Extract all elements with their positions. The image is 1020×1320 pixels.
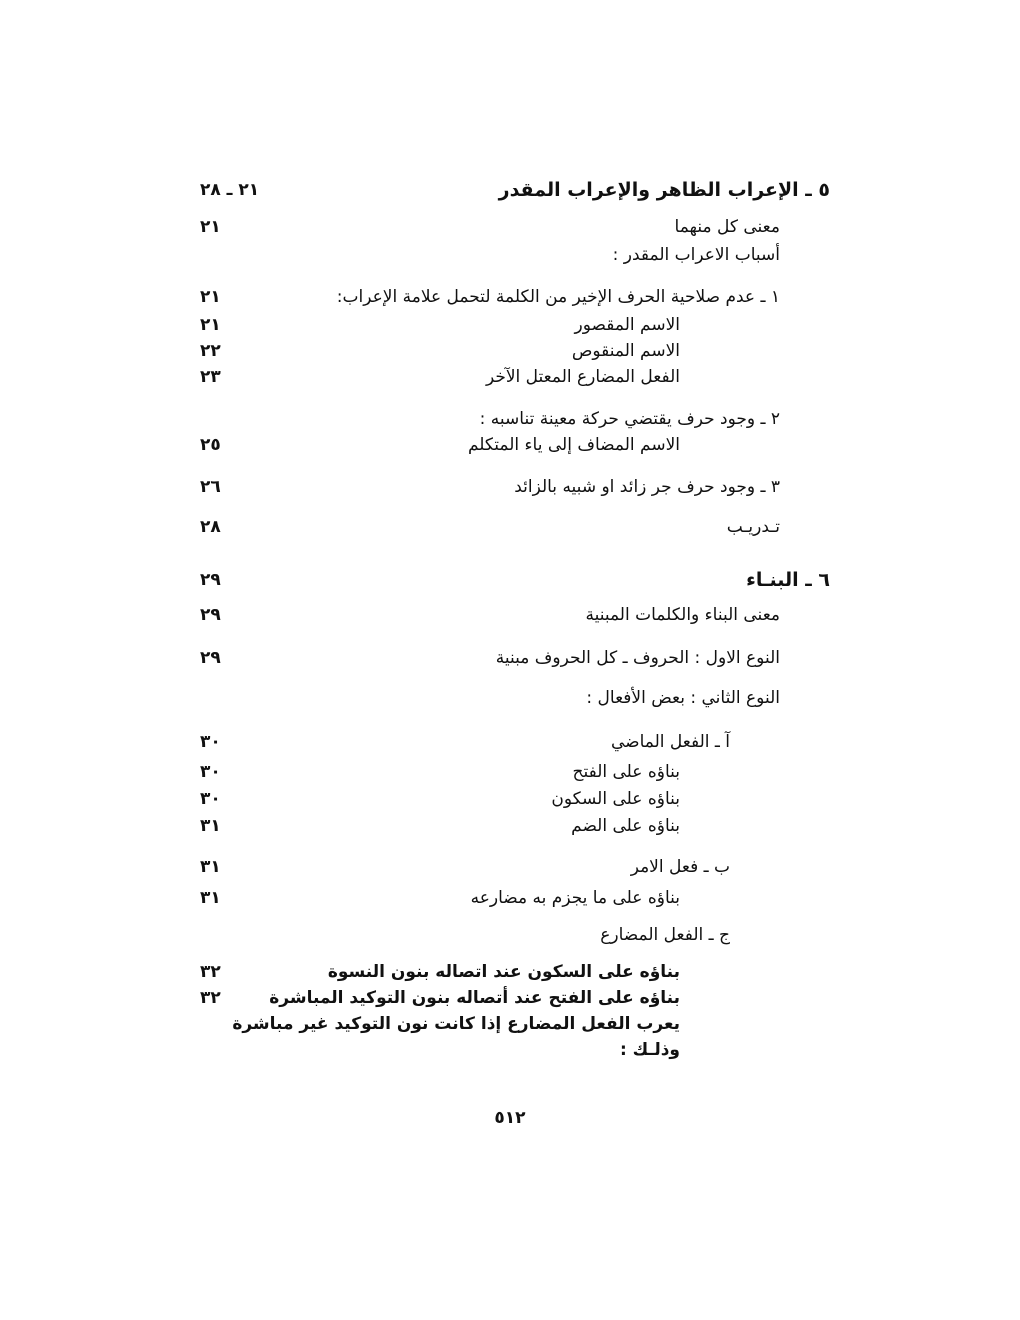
toc-entry xyxy=(200,920,830,950)
toc-page-number: ٣٠ xyxy=(200,732,221,752)
toc-entry xyxy=(200,212,830,242)
toc-entry xyxy=(200,852,830,882)
toc-entry-title: النوع الثاني : بعض الأفعال : xyxy=(586,688,780,708)
toc-page-number: ٢٩ xyxy=(200,605,221,625)
toc-entry-title: تـدريـب xyxy=(726,517,780,537)
toc-entry-title: الفعل المضارع المعتل الآخر xyxy=(485,367,680,387)
toc-entry-title: آ ـ الفعل الماضي xyxy=(610,732,730,752)
toc-page-number: ٢١ xyxy=(200,315,221,335)
toc-entry-title: معنى كل منهما xyxy=(674,217,780,237)
toc-page-number: ٢٢ xyxy=(200,341,221,361)
toc-entry xyxy=(200,784,830,814)
toc-entry xyxy=(200,362,830,392)
toc-entry-title: ب ـ فعل الامر xyxy=(630,857,730,877)
toc-section-heading xyxy=(200,175,830,205)
toc-entry xyxy=(200,472,830,502)
toc-entry-title: ٥ ـ الإعراب الظاهر والإعراب المقدر xyxy=(498,179,830,201)
toc-entry xyxy=(200,600,830,630)
toc-entry xyxy=(200,811,830,841)
toc-entry-title: الاسم المنقوص xyxy=(571,341,680,361)
toc-page-number: ٢٩ xyxy=(200,570,221,590)
toc-page-number: ٢٣ xyxy=(200,367,221,387)
toc-page-number: ٢٥ xyxy=(200,435,221,455)
toc-page-number: ٣١ xyxy=(200,888,221,908)
toc-entry-title: بناؤه على الفتح عند أتصاله بنون التوكيد المباشرة xyxy=(269,988,680,1008)
toc-entry-title: ٦ ـ البنـاء xyxy=(746,569,830,591)
toc-entry-title: بناؤه على السكون عند اتصاله بنون النسوة xyxy=(327,962,680,982)
toc-page-number: ٢١ xyxy=(200,287,221,307)
toc-entry xyxy=(200,240,830,270)
toc-entry xyxy=(200,883,830,913)
toc-page-number: ٣٢ xyxy=(200,988,221,1008)
toc-entry xyxy=(200,282,830,312)
toc-entry-title: النوع الاول : الحروف ـ كل الحروف مبنية xyxy=(495,648,780,668)
toc-page-number: ٣١ xyxy=(200,857,221,877)
toc-page-number: ٣٠ xyxy=(200,789,221,809)
toc-entry xyxy=(200,683,830,713)
toc-page-number: ٢٦ xyxy=(200,477,221,497)
toc-entry xyxy=(200,1035,830,1065)
toc-entry-title: أسباب الاعراب المقدر : xyxy=(612,245,780,265)
toc-entry xyxy=(200,430,830,460)
toc-entry-title: ج ـ الفعل المضارع xyxy=(600,925,730,945)
toc-entry-title: بناؤه على الفتح xyxy=(572,762,680,782)
toc-page-number: ٣٠ xyxy=(200,762,221,782)
toc-entry-title: ١ ـ عدم صلاحية الحرف الإخير من الكلمة لتحمل علامة الإعراب: xyxy=(336,287,780,307)
toc-entry xyxy=(200,643,830,673)
toc-entry xyxy=(200,757,830,787)
toc-entry xyxy=(200,512,830,542)
page-number: ٥١٢ xyxy=(494,1108,526,1128)
toc-entry-title: معنى البناء والكلمات المبنية xyxy=(585,605,780,625)
toc-entry-title: ٣ ـ وجود حرف جر زائد او شبيه بالزائد xyxy=(514,477,780,497)
toc-entry-title: بناؤه على الضم xyxy=(571,816,680,836)
toc-page-number: ٢٨ xyxy=(200,517,221,537)
toc-page-number: ٣٢ xyxy=(200,962,221,982)
toc-page-number: ٢١ xyxy=(200,217,221,237)
toc-entry-title: ٢ ـ وجود حرف يقتضي حركة معينة تناسبه : xyxy=(479,409,780,429)
toc-page-number: ٣١ xyxy=(200,816,221,836)
toc-entry-title: وذلـك : xyxy=(619,1040,680,1060)
toc-entry-title: الاسم المقصور xyxy=(574,315,680,335)
toc-entry-title: بناؤه على ما يجزم به مضارعه xyxy=(470,888,680,908)
toc-entry-title: الاسم المضاف إلى ياء المتكلم xyxy=(467,435,680,455)
toc-page-number: ٢١ ـ ٢٨ xyxy=(200,180,260,200)
toc-entry-title: بناؤه على السكون xyxy=(551,789,680,809)
toc-page-number: ٢٩ xyxy=(200,648,221,668)
toc-entry xyxy=(200,727,830,757)
toc-section-heading xyxy=(200,565,830,595)
toc-entry-title: يعرب الفعل المضارع إذا كانت نون التوكيد غير مباشرة xyxy=(232,1014,680,1034)
